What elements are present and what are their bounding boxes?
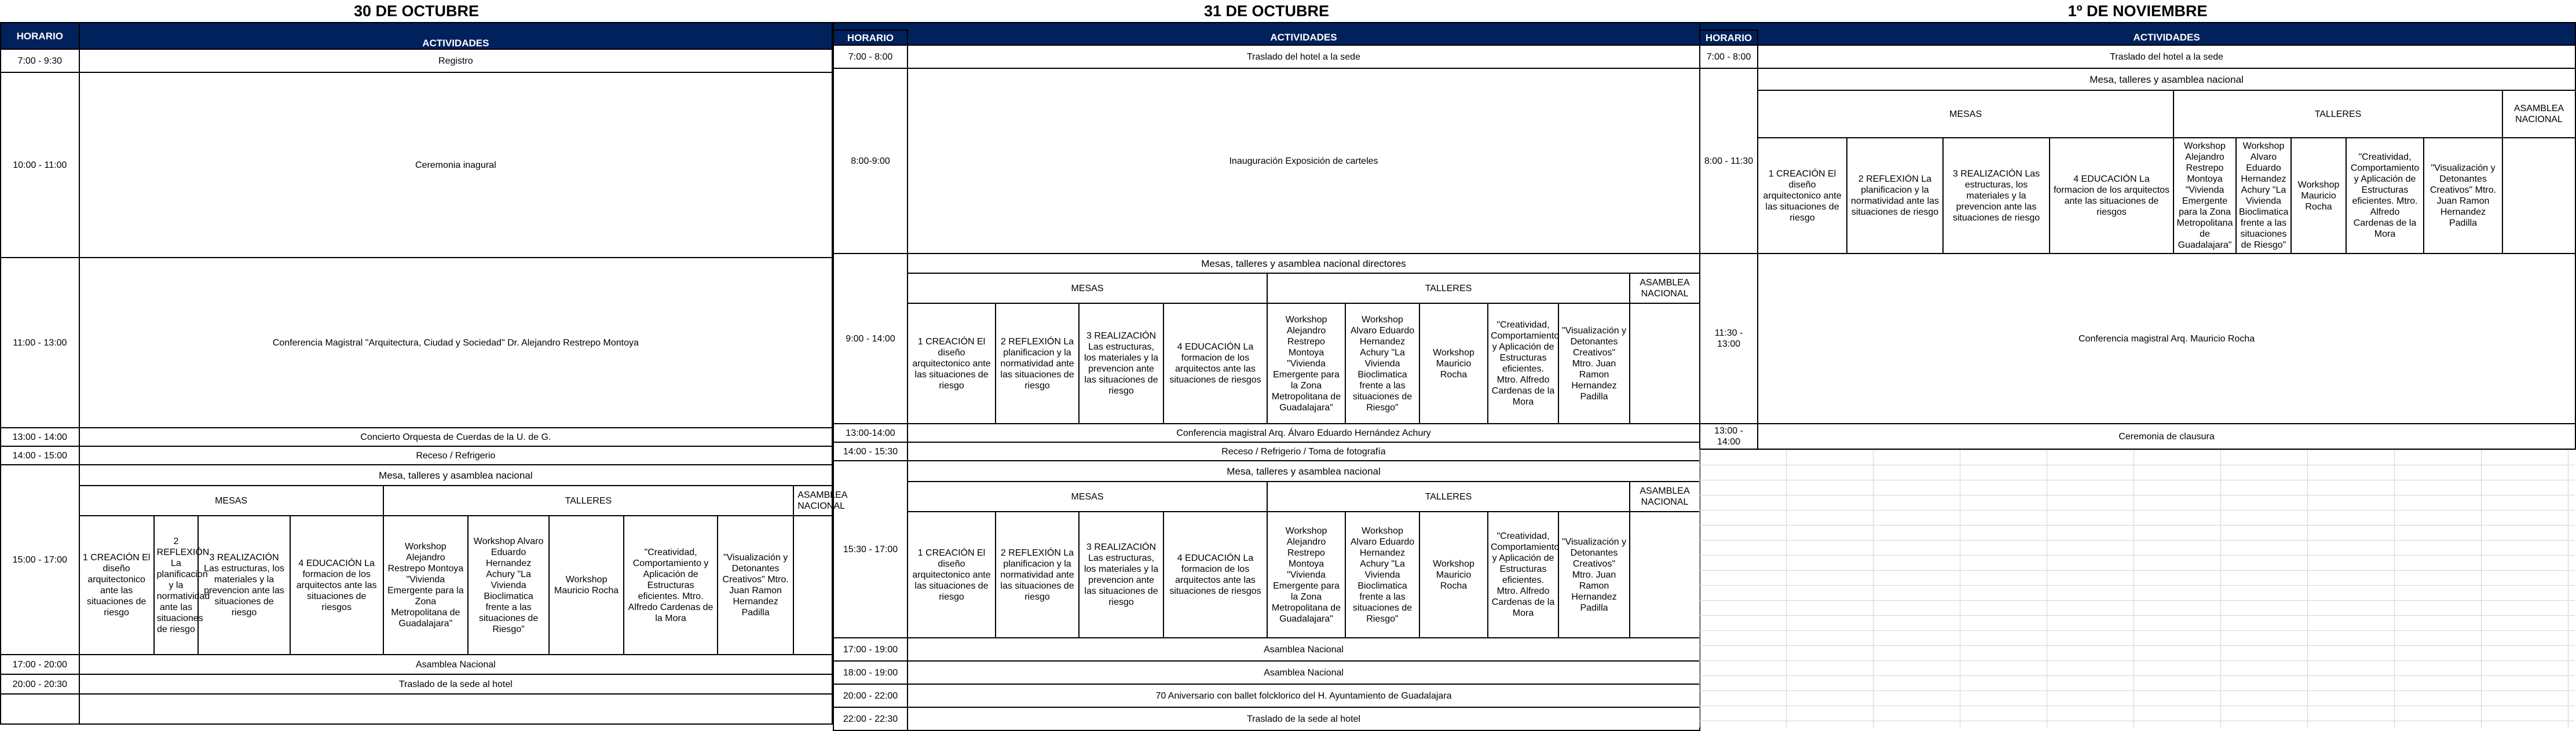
day2-taller-b5: "Visualización y Detonantes Creativos" Mtro. Juan Ramon Hernandez Padilla xyxy=(1558,512,1630,638)
day2-time-5: 14:00 - 15:30 xyxy=(833,442,908,461)
day1-activity-7: Asamblea Nacional xyxy=(79,655,832,674)
day1-table xyxy=(0,0,848,725)
day2-talleres-header-2: TALLERES xyxy=(1267,482,1630,512)
day2-asamblea-header-2: ASAMBLEA NACIONAL xyxy=(1630,482,1700,512)
day1-time-7: 17:00 - 20:00 xyxy=(1,655,79,674)
day3-taller-3: Workshop Mauricio Rocha xyxy=(2291,138,2346,254)
day3-activity-1: Traslado del hotel a la sede xyxy=(1758,45,2575,68)
day2-activity-1: Traslado del hotel a la sede xyxy=(908,45,1700,68)
day1-time-5: 14:00 - 15:00 xyxy=(1,446,79,465)
day3-actividades-header: ACTIVIDADES xyxy=(1758,30,2575,45)
day2-time-6: 15:30 - 17:00 xyxy=(833,461,908,638)
day2-taller-a1: Workshop Alejandro Restrepo Montoya "Vivienda Emergente para la Zona Metropolitana de Guadalajara" xyxy=(1267,303,1345,424)
day3-activity-4: Ceremonia de clausura xyxy=(1758,424,2575,449)
day2-mesa-b3: 3 REALIZACIÓN Las estructuras, los materiales y la prevencion ante las situaciones de riesgo xyxy=(1079,512,1163,638)
day2-taller-b4: "Creatividad, Comportamiento y Aplicación de Estructuras eficientes. Mtro. Alfredo Cardenas de la Mora xyxy=(1488,512,1558,638)
day2-actividades-header: ACTIVIDADES xyxy=(908,30,1700,45)
day3-talleres-header: TALLERES xyxy=(2174,90,2502,138)
day3-title: 1º DE NOVIEMBRE xyxy=(1700,0,2575,23)
day2-taller-b2: Workshop Alvaro Eduardo Hernandez Achury "La Vivienda Bioclimatica frente a las situaciones de Riesgo" xyxy=(1345,512,1419,638)
day2-asamblea-header-1: ASAMBLEA NACIONAL xyxy=(1630,273,1700,303)
day2-mesa-a4: 4 EDUCACIÓN La formacion de los arquitectos ante las situaciones de riesgos xyxy=(1163,303,1267,424)
day1-mesas-header: MESAS xyxy=(79,486,383,516)
day1-time-6: 15:00 - 17:00 xyxy=(1,465,79,655)
day3-taller-1: Workshop Alejandro Restrepo Montoya "Vivienda Emergente para la Zona Metropolitana de Guadalajara" xyxy=(2174,138,2236,254)
day2-mesas-header-2: MESAS xyxy=(908,482,1267,512)
day3-time-2: 8:00 - 11:30 xyxy=(1700,68,1758,254)
day2-group-header-1: Mesas, talleres y asamblea nacional directores xyxy=(908,254,1700,273)
day-panel-30-octubre xyxy=(0,0,848,730)
day1-mesa-1: 1 CREACIÓN El diseño arquitectonico ante las situaciones de riesgo xyxy=(79,516,154,655)
day2-table xyxy=(833,0,1700,731)
day3-horario-header: HORARIO xyxy=(1700,30,1758,45)
day1-time-1: 7:00 - 9:30 xyxy=(1,49,79,72)
day1-activity-3: Conferencia Magistral "Arquitectura, Ciudad y Sociedad" Dr. Alejandro Restrepo Montoya xyxy=(79,258,832,428)
day2-activity-5: Receso / Refrigerio / Toma de fotografía xyxy=(908,442,1700,461)
day1-asamblea-cell xyxy=(793,516,832,655)
day2-mesa-b2: 2 REFLEXIÓN La planificacion y la normatividad ante las situaciones de riesgo xyxy=(996,512,1079,638)
day2-activity-9: 70 Aniversario con ballet folcklorico del H. Ayuntamiento de Guadalajara xyxy=(908,684,1700,707)
day2-mesa-a1: 1 CREACIÓN El diseño arquitectonico ante las situaciones de riesgo xyxy=(908,303,996,424)
day-panel-31-octubre xyxy=(833,0,1699,730)
day1-activity-8: Traslado de la sede al hotel xyxy=(79,674,832,694)
day2-asamblea-cell-1 xyxy=(1630,303,1700,424)
day3-mesas-header: MESAS xyxy=(1758,90,2174,138)
day2-time-3: 9:00 - 14:00 xyxy=(833,254,908,424)
day3-taller-2: Workshop Alvaro Eduardo Hernandez Achury "La Vivienda Bioclimatica frente a las situaciones de Riesgo" xyxy=(2236,138,2291,254)
day1-title: 30 DE OCTUBRE xyxy=(1,0,832,23)
day1-activity-1: Registro xyxy=(79,49,832,72)
day2-time-9: 20:00 - 22:00 xyxy=(833,684,908,707)
day3-asamblea-cell xyxy=(2502,138,2575,254)
day2-mesa-a3: 3 REALIZACIÓN Las estructuras, los materiales y la prevencion ante las situaciones de riesgo xyxy=(1079,303,1163,424)
day2-time-10: 22:00 - 22:30 xyxy=(833,707,908,730)
day1-time-8: 20:00 - 20:30 xyxy=(1,674,79,694)
day3-taller-5: "Visualización y Detonantes Creativos" Mtro. Juan Ramon Hernandez Padilla xyxy=(2424,138,2502,254)
day1-time-2: 10:00 - 11:00 xyxy=(1,72,79,258)
day-panel-1-noviembre xyxy=(1699,0,2575,730)
day3-time-1: 7:00 - 8:00 xyxy=(1700,45,1758,68)
day2-title: 31 DE OCTUBRE xyxy=(833,0,1700,23)
day2-group-header-2: Mesa, talleres y asamblea nacional xyxy=(908,461,1700,482)
day2-time-2: 8:00-9:00 xyxy=(833,68,908,254)
day1-talleres-header: TALLERES xyxy=(383,486,794,516)
day2-taller-b1: Workshop Alejandro Restrepo Montoya "Vivienda Emergente para la Zona Metropolitana de Guadalajara" xyxy=(1267,512,1345,638)
day3-asamblea-header: ASAMBLEA NACIONAL xyxy=(2502,90,2575,138)
day2-asamblea-cell-2 xyxy=(1630,512,1700,638)
day2-mesas-header-1: MESAS xyxy=(908,273,1267,303)
day3-mesa-2: 2 REFLEXIÓN La planificacion y la normatividad ante las situaciones de riesgo xyxy=(1847,138,1943,254)
day2-activity-7: Asamblea Nacional xyxy=(908,638,1700,661)
day2-taller-a3: Workshop Mauricio Rocha xyxy=(1419,303,1488,424)
day1-mesa-2: 2 REFLEXIÓN La planificacion y la normatividad ante las situaciones de riesgo xyxy=(154,516,199,655)
day2-activity-8: Asamblea Nacional xyxy=(908,661,1700,684)
day1-time-3: 11:00 - 13:00 xyxy=(1,258,79,428)
day2-taller-a4: "Creatividad, Comportamiento y Aplicación de Estructuras eficientes. Mtro. Alfredo Cardenas de la Mora xyxy=(1488,303,1558,424)
day3-mesa-1: 1 CREACIÓN El diseño arquitectonico ante las situaciones de riesgo xyxy=(1758,138,1847,254)
empty-grid-area xyxy=(1699,450,2575,728)
day1-actividades-header: ACTIVIDADES xyxy=(79,38,832,49)
day1-mesa-3: 3 REALIZACIÓN Las estructuras, los materiales y la prevencion ante las situaciones de riesgo xyxy=(198,516,290,655)
day2-time-8: 18:00 - 19:00 xyxy=(833,661,908,684)
day2-taller-b3: Workshop Mauricio Rocha xyxy=(1419,512,1488,638)
day1-mesa-4: 4 EDUCACIÓN La formacion de los arquitectos ante las situaciones de riesgos xyxy=(290,516,383,655)
day2-activity-4: Conferencia magistral Arq. Álvaro Eduardo Hernández Achury xyxy=(908,424,1700,442)
day3-group-header: Mesa, talleres y asamblea nacional xyxy=(1758,68,2575,90)
day3-time-4: 13:00 - 14:00 xyxy=(1700,424,1758,449)
day2-horario-header: HORARIO xyxy=(833,30,908,45)
day3-activity-3: Conferencia magistral Arq. Mauricio Rocha xyxy=(1758,254,2575,424)
day2-mesa-b1: 1 CREACIÓN El diseño arquitectonico ante las situaciones de riesgo xyxy=(908,512,996,638)
day2-mesa-a2: 2 REFLEXIÓN La planificacion y la normatividad ante las situaciones de riesgo xyxy=(996,303,1079,424)
day2-taller-a5: "Visualización y Detonantes Creativos" Mtro. Juan Ramon Hernandez Padilla xyxy=(1558,303,1630,424)
day2-activity-2: Inauguración Exposición de carteles xyxy=(908,68,1700,254)
day2-time-1: 7:00 - 8:00 xyxy=(833,45,908,68)
day1-time-4: 13:00 - 14:00 xyxy=(1,428,79,446)
day3-mesa-3: 3 REALIZACIÓN Las estructuras, los materiales y la prevencion ante las situaciones de riesgo xyxy=(1943,138,2050,254)
day3-taller-4: "Creatividad, Comportamiento y Aplicación de Estructuras eficientes. Mtro. Alfredo Cardenas de la Mora xyxy=(2346,138,2424,254)
day2-taller-a2: Workshop Alvaro Eduardo Hernandez Achury "La Vivienda Bioclimatica frente a las situaciones de Riesgo" xyxy=(1345,303,1419,424)
day1-activity-5: Receso / Refrigerio xyxy=(79,446,832,465)
day1-activity-2: Ceremonia inagural xyxy=(79,72,832,258)
day2-time-4: 13:00-14:00 xyxy=(833,424,908,442)
day3-time-3: 11:30 - 13:00 xyxy=(1700,254,1758,424)
day2-time-7: 17:00 - 19:00 xyxy=(833,638,908,661)
day2-talleres-header-1: TALLERES xyxy=(1267,273,1630,303)
day1-taller-1: Workshop Alejandro Restrepo Montoya "Vivienda Emergente para la Zona Metropolitana de Guadalajara" xyxy=(383,516,469,655)
day1-taller-5: "Visualización y Detonantes Creativos" Mtro. Juan Ramon Hernandez Padilla xyxy=(718,516,793,655)
day1-taller-4: "Creatividad, Comportamiento y Aplicación de Estructuras eficientes. Mtro. Alfredo Cardenas de la Mora xyxy=(624,516,718,655)
day1-activity-4: Concierto Orquesta de Cuerdas de la U. de G. xyxy=(79,428,832,446)
day1-group-header: Mesa, talleres y asamblea nacional xyxy=(79,465,832,486)
day1-horario-header: HORARIO xyxy=(1,23,79,49)
day3-table xyxy=(1699,0,2576,450)
day3-mesa-4: 4 EDUCACIÓN La formacion de los arquitectos ante las situaciones de riesgos xyxy=(2050,138,2174,254)
day1-taller-3: Workshop Mauricio Rocha xyxy=(549,516,624,655)
day2-activity-10: Traslado de la sede al hotel xyxy=(908,707,1700,730)
day1-taller-2: Workshop Alvaro Eduardo Hernandez Achury "La Vivienda Bioclimatica frente a las situaciones de Riesgo" xyxy=(468,516,549,655)
day2-mesa-b4: 4 EDUCACIÓN La formacion de los arquitectos ante las situaciones de riesgos xyxy=(1163,512,1267,638)
day1-asamblea-header: ASAMBLEA NACIONAL xyxy=(793,486,832,516)
